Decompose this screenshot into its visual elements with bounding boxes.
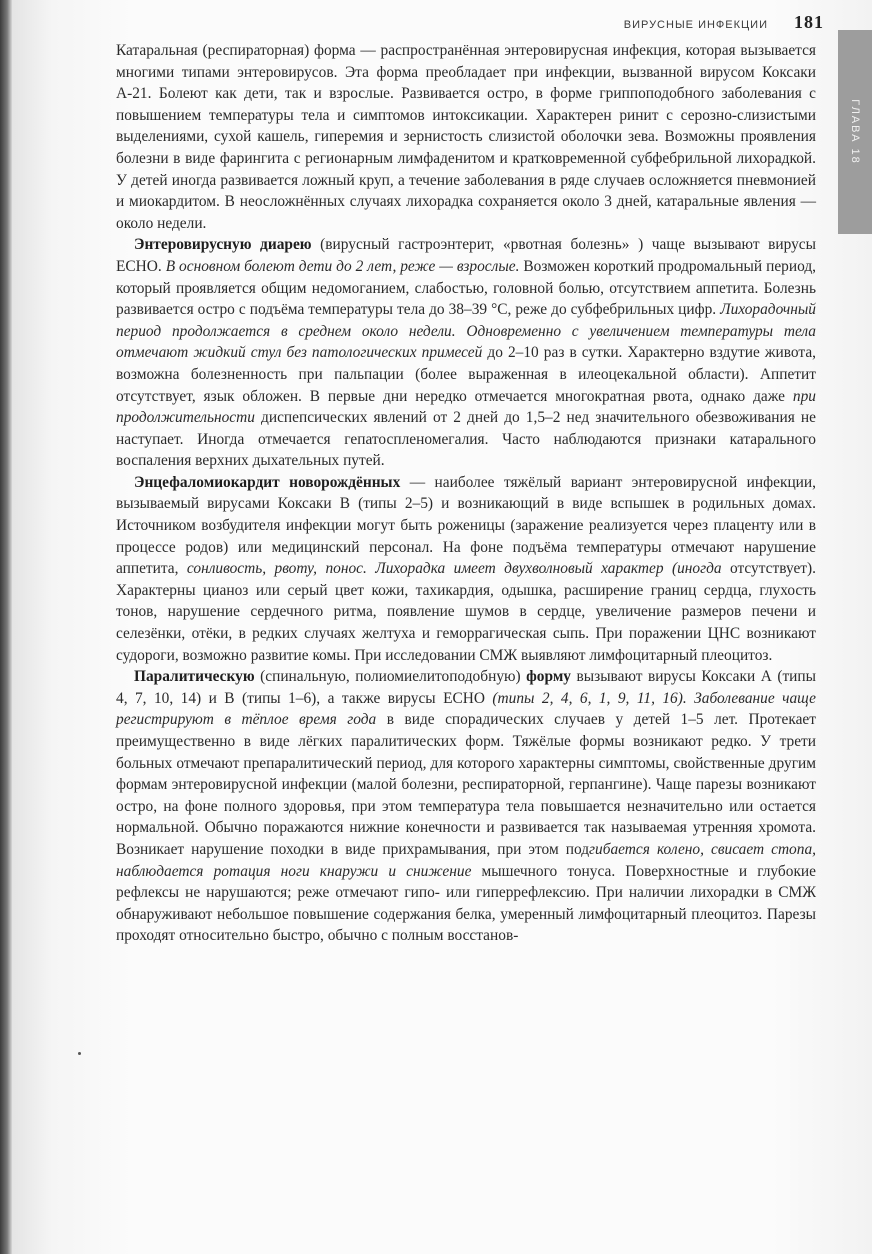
chapter-tab-label: ГЛАВА 18 — [849, 99, 861, 165]
paragraph-enteroviral-diarrhea: Энтеровирусную диарею (вирусный гастроэнтерит, «рвотная болезнь» ) чаще вызывают вирусы ECHO. В основном болеют дети до 2 лет, реже — взрослые. Возможен короткий продромальный период, который проявляется общим недомоганием, слабостью, головной болью, отсутствием аппетита. Болезнь развивается остро с подъёма температуры тела до 38–39 °С, реже до субфебрильных цифр. Лихорадочный период продолжается в среднем около недели. Одновременно с увеличением температуры тела отмечают жидкий стул без патологических примесей до 2–10 раз в сутки. Характерно вздутие живота, возможна болезненность при пальпации (более выраженная в илеоцекальной области). Аппетит отсутствует, язык обложен. В первые дни нередко отмечается многократная рвота, однако даже при продолжительности диспепсических явлений от 2 дней до 1,5–2 нед значительного обезвоживания не наступает. Иногда отмечается гепатоспленомегалия. Часто наблюдаются признаки катарального воспаления верхних дыхательных путей. — [116, 236, 817, 470]
term-enteroviral-diarrhea: Энтеровирусную диарею — [134, 236, 312, 254]
term-encephalomyocarditis: Энцефаломиокардит новорождённых — [134, 473, 401, 491]
paragraph-paralytic-form: Паралитическую (спинальную, полиомиелитоподобную) форму вызывают вирусы Коксаки А (типы 4, 7, 10, 14) и В (типы 1–6), а также вирусы ECHO (типы 2, 4, 6, 1, 9, 11, 16). Заболевание чаще регистрируют в тёплое время года в виде спорадических случаев у детей 1–5 лет. Протекает преимущественно в виде лёгких паралитических форм. Тяжёлые формы возникают редко. У трети больных отмечают препаралитический период, для которого характерны симптомы, свойственные другим формам энтеровирусной инфекции (малой болезни, респираторной, герпангине). Чаще парезы возникают остро, на фоне полного здоровья, при этом температура тела повышается незначительно или остается нормальной. Обычно поражаются нижние конечности и развивается так называемая утренняя хромота. Возникает нарушение походки в виде прихрамывания, при этом подгибается колено, свисает стопа, наблюдается ротация ноги кнаружи и снижение мышечного тонуса. Поверхностные и глубокие рефлексы не нарушаются; реже отмечают гипо- или гиперрефлексию. При наличии лихорадки в СМЖ обнаруживают небольшое повышение содержания белка, умеренный лимфоцитарный плеоцитоз. Парезы проходят относительно быстро, обычно с полным восстанов- — [116, 668, 817, 945]
term-form: форму — [526, 668, 572, 686]
body-text — [116, 40, 816, 947]
paragraph-encephalomyocarditis: Энцефаломиокардит новорождённых — наиболее тяжёлый вариант энтеровирусной инфекции, вызываемый вирусами Коксаки В (типы 2–5) и возникающий в виде вспышек в родильных домах. Источником возбудителя инфекции могут быть роженицы (заражение реализуется через плаценту или в процессе родов) или медицинский персонал. На фоне подъёма температуры отмечают нарушение аппетита, сонливость, рвоту, понос. Лихорадка имеет двухволновый характер (иногда отсутствует). Характерны цианоз или серый цвет кожи, тахикардия, одышка, расширение границ сердца, глухость тонов, нарушение сердечного ритма, появление шумов в сердце, увеличение размеров печени и селезёнки, отёки, в редких случаях желтуха и геморрагическая сыпь. При поражении ЦНС возникают судороги, возможно развитие комы. При исследовании СМЖ выявляют лимфоцитарный плеоцитоз. — [116, 473, 816, 664]
scanner-edge — [0, 0, 12, 1254]
page-number: 181 — [794, 12, 824, 32]
running-title: ВИРУСНЫЕ ИНФЕКЦИИ — [623, 19, 768, 31]
term-paralytic: Паралитическую — [134, 668, 255, 686]
scan-speck — [78, 1052, 81, 1055]
paragraph-catarrhal-form: Катаральная (респираторная) форма — распространённая энтеровирусная инфекция, которая вызывается многими типами энтеровирусов. Эта форма преобладает при инфекции, вызванной вирусом Коксаки А-21. Болеют как дети, так и взрослые. Развивается остро, в форме гриппоподобного заболевания с повышением температуры тела и симптомов интоксикации. Характерен ринит с серозно-слизистыми выделениями, сухой кашель, гиперемия и зернистость слизистой оболочки зева. Возможны проявления болезни в виде фарингита с регионарным лимфаденитом и кратковременной субфебрильной лихорадкой. У детей иногда развивается ложный круп, а течение заболевания в ряде случаев осложняется пневмонией и миокардитом. В неосложнённых случаях лихорадка сохраняется около 3 дней, катаральные явления — около недели. — [116, 42, 816, 232]
running-header — [624, 12, 824, 33]
book-page — [12, 0, 872, 1254]
chapter-tab — [838, 30, 872, 234]
